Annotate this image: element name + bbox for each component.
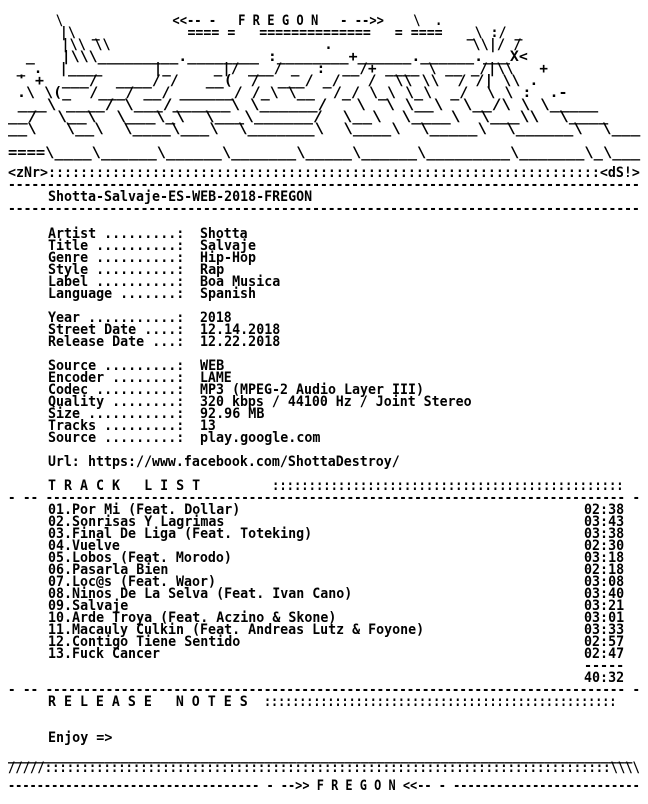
info-label-tracks: Tracks .........:	[48, 418, 185, 434]
banner-line: __\ \__\ \____\___\ \_______\ \____\ \_____\ \______\ \___	[8, 121, 641, 137]
total-rule: -----	[584, 658, 625, 674]
info-label-size: Size ...........:	[48, 406, 185, 422]
info-value-language: Spanish	[200, 286, 257, 302]
info-value-source2: play.google.com	[200, 430, 321, 446]
info-value-year: 2018	[200, 310, 232, 326]
banner-line: \ <<-- - F R E G O N - -->> \ .	[12, 13, 443, 29]
track-name: 10.Arde Troya (Feat. Aczino & Skone)	[48, 610, 337, 626]
info-value-release-date: 12.22.2018	[200, 334, 281, 350]
info-value-source: WEB	[200, 358, 225, 374]
info-value-size: 92.96 MB	[200, 406, 265, 422]
track-time: 03:43	[584, 514, 625, 530]
banner-line: ' + ___/ ____/ / __( / ___/ _/ / \\ \\ / /| \\ .	[8, 73, 539, 89]
track-time: 03:21	[584, 598, 625, 614]
banner-line: _ |\\\_________.________ :________+______.______.___X<	[8, 49, 528, 65]
divider: ---------------------------------------------------------------------------------	[8, 177, 640, 193]
url-label: Url:	[48, 454, 80, 470]
info-label-title: Title ..........:	[48, 238, 185, 254]
track-time: 03:01	[584, 610, 625, 626]
track-name: 09.Salvaje	[48, 598, 129, 614]
info-label-label: Label ..........:	[48, 274, 185, 290]
info-label-codec: Codec ..........:	[48, 382, 185, 398]
track-name: 01.Por Mi (Feat. Dollar)	[48, 502, 241, 518]
info-value-codec: MP3 (MPEG-2 Audio Layer III)	[200, 382, 425, 398]
footer-line: ----------------------------------- - -->> F R E G O N <<-- - --------------------------	[8, 778, 640, 794]
track-time: 03:38	[584, 526, 625, 542]
info-value-genre: Hip-Hop	[200, 250, 257, 266]
info-label-language: Language .......:	[48, 286, 185, 302]
banner-line: |\ _ ==== = ============== = ==== _\ :/ _	[12, 25, 523, 41]
track-time: 03:33	[584, 622, 625, 638]
info-label-quality: Quality ........:	[48, 394, 185, 410]
track-time: 03:08	[584, 574, 625, 590]
track-name: 07.Loc@s (Feat. Waor)	[48, 574, 217, 590]
track-name: 12.Contigo Tiene Sentido	[48, 634, 241, 650]
banner-line: __/ \__\ \___\_\ \___\______/ \__\ \____\ \___\\ \____	[8, 109, 609, 125]
info-value-artist: Shotta	[200, 226, 248, 242]
tracklist-title: T R A C K L I S T	[48, 478, 201, 494]
track-time: 02:38	[584, 502, 625, 518]
divider: ______________________________________________________________________________	[8, 748, 633, 764]
track-name: 04.Vuelve	[48, 538, 120, 554]
notes-text: Enjoy =>	[48, 730, 113, 746]
divider: ---------------------------------------------------------------------------------	[8, 201, 640, 217]
track-time: 03:18	[584, 550, 625, 566]
info-value-title: Salvaje	[200, 238, 257, 254]
track-time: 02:57	[584, 634, 625, 650]
banner-line: ___\ ____/ \___/______\ \______/ \ \ \__\ \__/\ \ \_____	[8, 97, 599, 113]
banner-line: |\\ \\ . \\|/ /	[12, 37, 522, 53]
track-time: 02:47	[584, 646, 625, 662]
info-label-genre: Genre ..........:	[48, 250, 185, 266]
info-label-source: Source .........:	[48, 358, 185, 374]
banner-line: .\ \(_ /___/ __/ ______/ /_\ \__ /_/ \_\ \_\ _/ \ \ : .-	[8, 85, 568, 101]
info-value-label: Boa Musica	[200, 274, 281, 290]
banner-line: _ . |____ |_ _|/ ___/ _ : __/+ ____ \ __ _/|\\ +	[8, 61, 549, 77]
tracklist-fill: ::::::::::::::::::::::::::::::::::::::::::::::::	[272, 478, 624, 494]
track-name: 03.Final De Liga (Feat. Toteking)	[48, 526, 313, 542]
info-value-encoder: LAME	[200, 370, 232, 386]
url-link[interactable]: https://www.facebook.com/ShottaDestroy/	[88, 454, 400, 470]
banner-line: ====\____\______\______\_______\_____\______\_________\_______\_\___	[8, 145, 641, 161]
section-divider: - -- ----------------------------------------------------------------------------- -	[8, 682, 641, 698]
divider: /////:::::::::::::::::::::::::::::::::::::::::::::::::::::::::::::::::::::::::::::\\\\	[8, 760, 640, 776]
track-name: 08.Ninos De La Selva (Feat. Ivan Cano)	[48, 586, 353, 602]
notes-fill: ::::::::::::::::::::::::::::::::::::::::::::::::::	[264, 694, 617, 710]
release-name: Shotta-Salvaje-ES-WEB-2018-FREGON	[48, 189, 313, 205]
info-label-release-date: Release Date ...:	[48, 334, 185, 350]
info-value-street-date: 12.14.2018	[200, 322, 281, 338]
track-time: 02:30	[584, 538, 625, 554]
info-label-year: Year ...........:	[48, 310, 185, 326]
info-label-street-date: Street Date ....:	[48, 322, 185, 338]
info-label-source2: Source .........:	[48, 430, 185, 446]
track-name: 06.Pasarla Bien	[48, 562, 169, 578]
section-divider: - -- ----------------------------------------------------------------------------- -	[8, 490, 641, 506]
banner-line: <zNr>:::::::::::::::::::::::::::::::::::::::::::::::::::::::::::::::::::::<dS!>	[8, 165, 640, 181]
info-value-tracks: 13	[200, 418, 216, 434]
info-label-encoder: Encoder ........:	[48, 370, 185, 386]
notes-title: R E L E A S E N O T E S	[48, 694, 248, 710]
info-label-style: Style ..........:	[48, 262, 185, 278]
total-time: 40:32	[584, 670, 625, 686]
track-time: 03:40	[584, 586, 625, 602]
track-name: 02.Sonrisas Y Lagrimas	[48, 514, 225, 530]
info-label-artist: Artist .........:	[48, 226, 185, 242]
track-time: 02:18	[584, 562, 625, 578]
info-value-style: Rap	[200, 262, 225, 278]
track-name: 05.Lobos (Feat. Morodo)	[48, 550, 232, 566]
track-name: 13.Fuck Cancer	[48, 646, 161, 662]
track-name: 11.Macauly Culkin (Feat. Andreas Lutz & Foyone)	[48, 622, 425, 638]
info-value-quality: 320 kbps / 44100 Hz / Joint Stereo	[200, 394, 472, 410]
